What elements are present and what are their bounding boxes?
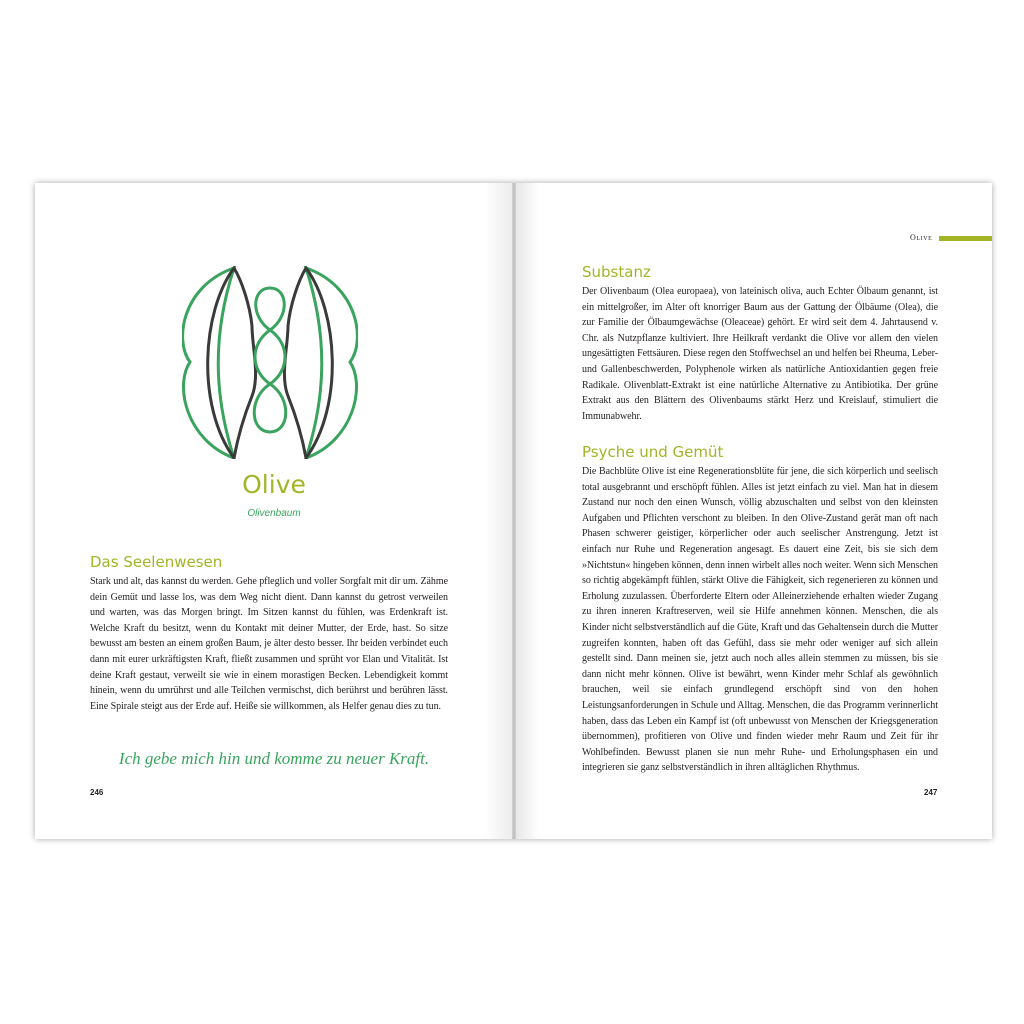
book-gutter [512, 183, 516, 839]
section-text-psyche: Die Bachblüte Olive ist eine Regenerationsblüte für jene, die sich körperlich und seelisch total ausgebrannt und erschöpft fühlen. Alles ist jetzt einfach zu viel. Man hat in diesem Zustand nur noch den einen Wunsch, völlig abzuschalten und selbst von den kleinsten Aufgaben und Pflichten verschont zu bleiben. In den Olive-Zustand gerät man oft nach Phasen schwerer geistiger, körperlicher oder auch seelischer Anstrengung. Jetzt ist einfach nur Ruhe und Regeneration angesagt. Es dauert eine Zeit, bis sie sich dem »Nichtstun« hingeben können, denn innen wirbelt alles noch weiter. Wenn sich Menschen so richtig abgekämpft fühlen, stärkt Olive die Fähigkeit, sich regenerieren zu können und Erholung zuzulassen. Überforderte Eltern oder Alleinerziehende erhalten wieder Zugang zu ihren inneren Kraftreserven, weil sie Hilfe annehmen können. Menschen, die als Kinder nicht selbstverständlich auf die Güte, Kraft und das Gehaltensein durch die Mutter zugreifen konnten, haben oft das Gefühl, dass sie mehr oder weniger auf sich allein gestellt sind. Dann meinen sie, jetzt auch noch alles allein stemmen zu müssen, bis sie dann nicht mehr können. Olive ist bewährt, wenn Kinder mehr Schlaf als gewöhnlich brauchen, weil sie einfach grundlegend erschöpft sind von den hohen Leistungsanforderungen in Schule und Alltag. Menschen, die das Programm verinnerlicht haben, dass das Leben ein Kampf ist (oft unbewusst von Menschen der Kriegsgeneration übernommen), profitieren von Olive und finden wieder mehr Raum und Zeit für ihr Wohlbefinden. Bewusst planen sie nun mehr Ruhe- und Erholungsphasen ein und integrieren sie ganz selbstverständlich in ihren alltäglichen Rhythmus. [582, 466, 938, 774]
left-page [35, 183, 513, 839]
running-head: Olive [910, 233, 933, 242]
section-text-seelenwesen: Stark und alt, das kannst du werden. Gehe pfleglich und voller Sorgfalt mit dir um. Zähme dein Gemüt und lasse los, was dem Weg nicht dient. Dann kannst du getrost verweilen und warten, was das Morgen bringt. Im Sitzen kannst du fühlen, was Erdenkraft ist. Welche Kraft du besitzt, wenn du Kontakt mit deiner Mutter, der Erde, hast. So sitze bewusst am besten an einem großen Baum, je älter desto besser. Ihr beiden verbindet euch dann mit eurer urkräftigsten Kraft, fließt zusammen und sprüht vor Elan und Vitalität. Ist deine Kraft gestaut, verweilt sie wie in einem morastigen Becken. Lebendigkeit kommt hinein, wenn du umrührst und alle Teilchen vermischst, dich berührst und berühren lässt. Eine Spirale steigt aus der Erde auf. Heiße sie willkommen, als Helfer genau dies zu tun. [90, 576, 448, 712]
plant-subtitle: Olivenbaum [247, 508, 301, 519]
page-number-right: 247 [924, 788, 938, 797]
right-page [515, 183, 992, 839]
affirmation-quote: Ich gebe mich hin und komme zu neuer Kraft. [118, 749, 430, 768]
book-spread [35, 183, 992, 839]
olive-bach-flower-emblem-icon [182, 266, 358, 459]
section-heading-seelenwesen: Das Seelenwesen [90, 553, 223, 571]
running-head-bar [939, 236, 992, 241]
section-text-substanz: Der Olivenbaum (Olea europaea), von lateinisch oliva, auch Echter Ölbaum genannt, ist ein mittelgroßer, im Alter oft knorriger Baum aus der Gattung der Ölbäume (Olea), die zur Familie der Ölbaumgewächse (Oleaceae) gehört. Er wird seit dem 4. Jahrtausend v. Chr. als Nutzpflanze kultiviert. Ihre Heilkraft verdankt die Olive vor allem den vielen ungesättigten Fettsäuren. Diese regen den Stoffwechsel an und helfen bei Rheuma, Leber- und Gallenbeschwerden, Polyphenole wirken als natürliche Antioxidantien gegen freie Radikale. Olivenblatt-Extrakt ist eine natürliche Alternative zu Antibiotika. Der grüne Extrakt aus den Blättern des Olivenbaums stärkt Herz und Kreislauf, stimuliert die Immunabwehr. [582, 286, 938, 422]
page-number-left: 246 [90, 788, 104, 797]
section-heading-psyche: Psyche und Gemüt [582, 443, 724, 461]
plant-title: Olive [242, 470, 306, 499]
section-heading-substanz: Substanz [582, 263, 651, 281]
